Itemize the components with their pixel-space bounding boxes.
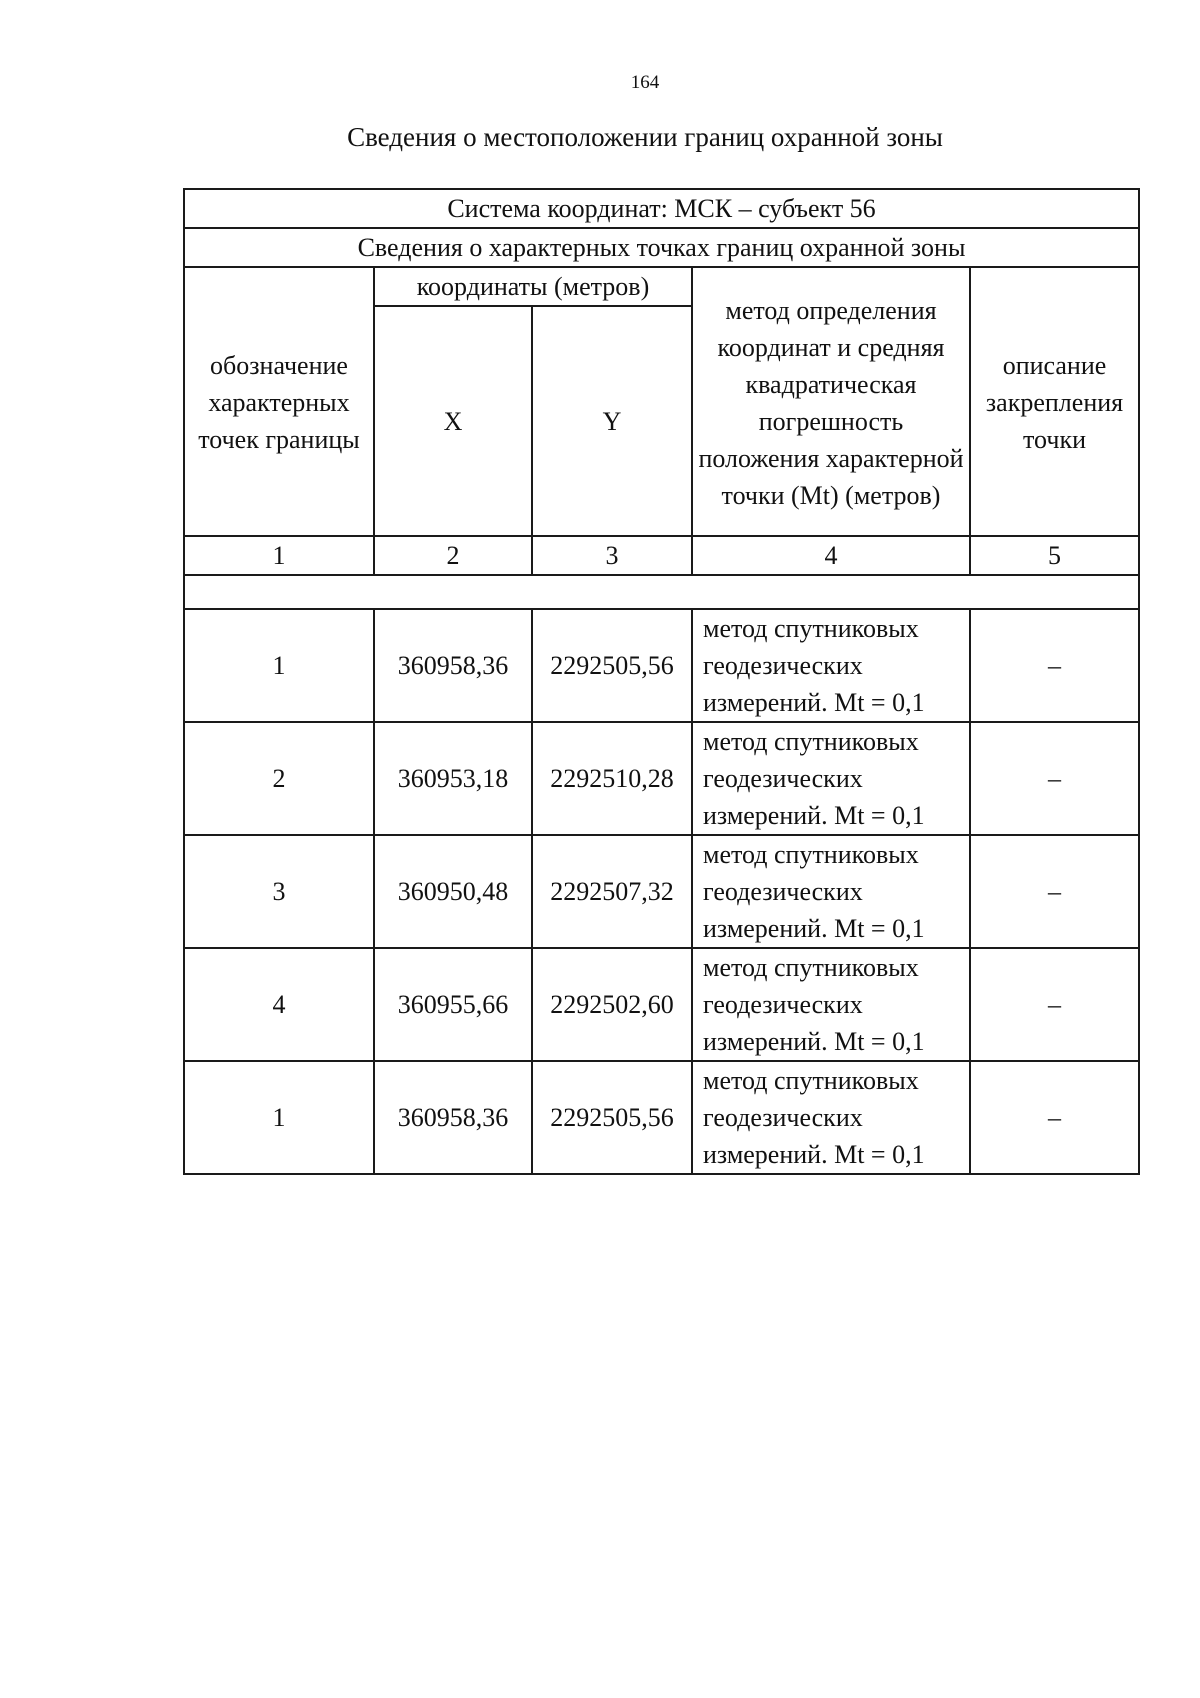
boundary-points-table — [183, 188, 1140, 1175]
table-row — [184, 609, 1139, 722]
point-cell: 4 — [184, 948, 374, 1061]
y-header: Y — [532, 306, 692, 536]
coordinate-system-header: Система координат: МСК – субъект 56 — [184, 189, 1139, 228]
table-row — [184, 1061, 1139, 1174]
method-cell: метод спутниковых геодезических измерений. Mt = 0,1 — [692, 722, 970, 835]
y-cell: 2292505,56 — [532, 609, 692, 722]
y-cell: 2292507,32 — [532, 835, 692, 948]
x-cell: 360953,18 — [374, 722, 532, 835]
y-cell: 2292502,60 — [532, 948, 692, 1061]
method-cell: метод спутниковых геодезических измерений. Mt = 0,1 — [692, 1061, 970, 1174]
point-cell: 2 — [184, 722, 374, 835]
description-cell: – — [970, 835, 1139, 948]
document-title: Сведения о местоположении границ охранной зоны — [347, 122, 943, 152]
description-cell: – — [970, 1061, 1139, 1174]
table-row — [184, 835, 1139, 948]
column-number: 1 — [184, 536, 374, 575]
point-cell: 3 — [184, 835, 374, 948]
y-cell: 2292510,28 — [532, 722, 692, 835]
y-cell: 2292505,56 — [532, 1061, 692, 1174]
blank-separator-row — [184, 575, 1139, 609]
description-cell: – — [970, 609, 1139, 722]
point-designation-header: обозначение характерных точек границы — [184, 267, 374, 536]
column-number: 3 — [532, 536, 692, 575]
x-cell: 360958,36 — [374, 609, 532, 722]
description-cell: – — [970, 722, 1139, 835]
method-cell: метод спутниковых геодезических измерений. Mt = 0,1 — [692, 609, 970, 722]
column-number: 2 — [374, 536, 532, 575]
section-title-header: Сведения о характерных точках границ охранной зоны — [184, 228, 1139, 267]
point-cell: 1 — [184, 1061, 374, 1174]
column-number: 4 — [692, 536, 970, 575]
table-row — [184, 948, 1139, 1061]
description-cell: – — [970, 948, 1139, 1061]
x-cell: 360955,66 — [374, 948, 532, 1061]
method-header: метод определения координат и средняя квадратическая погрешность положения характерной точки (Mt) (метров) — [692, 267, 970, 536]
x-cell: 360950,48 — [374, 835, 532, 948]
point-cell: 1 — [184, 609, 374, 722]
coordinates-header: координаты (метров) — [374, 267, 692, 306]
x-cell: 360958,36 — [374, 1061, 532, 1174]
method-cell: метод спутниковых геодезических измерений. Mt = 0,1 — [692, 835, 970, 948]
x-header: X — [374, 306, 532, 536]
fixing-description-header: описание закрепления точки — [970, 267, 1139, 536]
page-number: 164 — [630, 72, 660, 93]
column-number: 5 — [970, 536, 1139, 575]
table-row — [184, 722, 1139, 835]
method-cell: метод спутниковых геодезических измерений. Mt = 0,1 — [692, 948, 970, 1061]
